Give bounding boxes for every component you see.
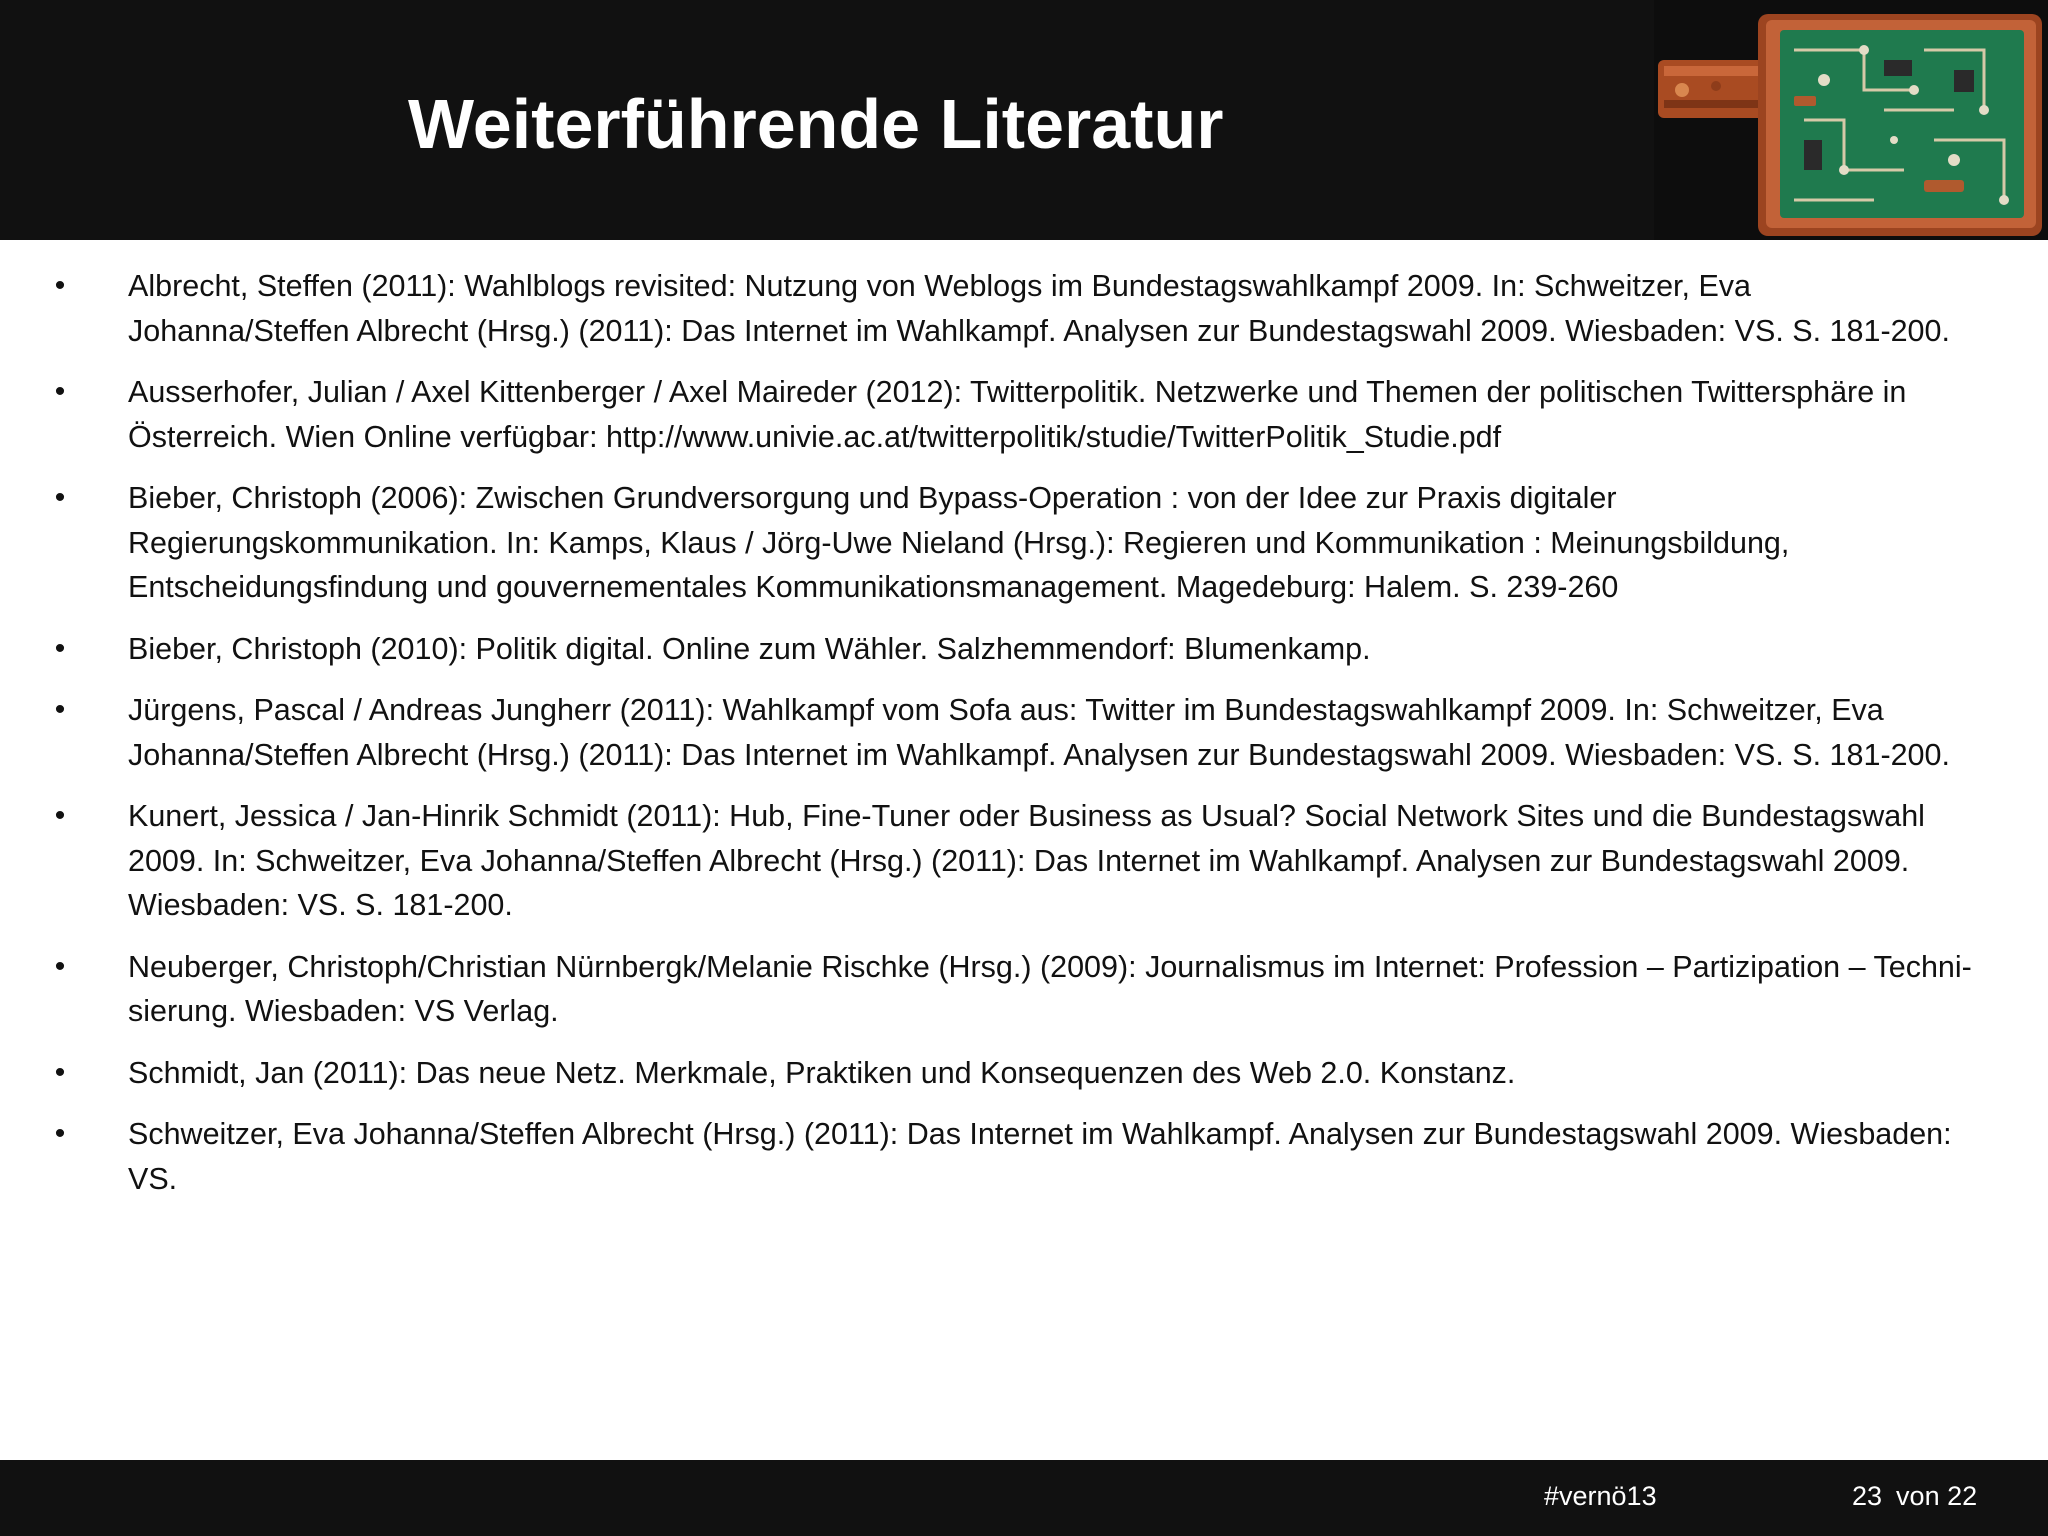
list-item <box>0 627 2048 672</box>
footer-hashtag: #vernö13 <box>1544 1481 1657 1511</box>
header-bar <box>0 0 2048 240</box>
list-item <box>0 794 2048 928</box>
list-item <box>0 476 2048 610</box>
bullet-icon: • <box>54 481 66 514</box>
reference-text: Jürgens, Pascal / Andreas Jungherr (2011): Wahlkampf vom Sofa aus: Twitter im Bundestagswahlkampf 2009. In: Schweitzer, Eva Johanna/Steffen Albrecht (Hrsg.) (2011): Das Internet im Wahlkampf. Analysen zur Bundestagswahl 2009. Wiesbaden: VS. S. 181-200. <box>128 693 1950 772</box>
page-indicator <box>1852 1478 1977 1514</box>
reference-text: Bieber, Christoph (2010): Politik digital. Online zum Wähler. Salzhemmendorf: Blumenkamp. <box>128 631 1371 666</box>
page-current: 23 <box>1852 1481 1883 1511</box>
circuit-board-image <box>1654 0 2048 240</box>
page-total: 22 <box>1947 1481 1978 1511</box>
reference-text: Schweitzer, Eva Johanna/Steffen Albrecht (Hrsg.) (2011): Das Internet im Wahlkampf. Analysen zur Bundestagswahl 2009. Wiesbaden: VS. <box>128 1117 1952 1196</box>
reference-text: Neuberger, Christoph/Christian Nürnbergk/Melanie Rischke (Hrsg.) (2009): Journalismus im Internet: Profession – Partizipation – Techni-sierung. Wiesbaden: VS Verlag. <box>128 949 1972 1028</box>
page-separator: von <box>1896 1481 1940 1511</box>
bullet-icon: • <box>54 375 66 408</box>
list-item <box>0 945 2048 1034</box>
reference-text: Kunert, Jessica / Jan-Hinrik Schmidt (2011): Hub, Fine-Tuner oder Business as Usual? Social Network Sites und die Bundestagswahl 2009. In: Schweitzer, Eva Johanna/Steffen Albrecht (Hrsg.) (2011): Das Internet im Wahlkampf. Analysen zur Bundestagswahl 2009. Wiesbaden: VS. S. 181-200. <box>128 799 1925 922</box>
bullet-icon: • <box>54 799 66 832</box>
list-item <box>0 1051 2048 1096</box>
bullet-icon: • <box>54 269 66 302</box>
reference-text: Schmidt, Jan (2011): Das neue Netz. Merkmale, Praktiken und Konsequenzen des Web 2.0. Konstanz. <box>128 1055 1516 1090</box>
bullet-icon: • <box>54 949 66 983</box>
list-item <box>0 370 2048 459</box>
slide-title: Weiterführende Literatur <box>408 85 1224 163</box>
bullet-icon: • <box>54 693 66 726</box>
bullet-icon: • <box>54 1117 66 1150</box>
list-item <box>0 264 2048 353</box>
bullet-icon: • <box>54 631 66 665</box>
reference-text: Ausserhofer, Julian / Axel Kittenberger / Axel Maireder (2012): Twitterpolitik. Netzwerke und Themen der politischen Twittersphäre in Österreich. Wien Online verfügbar: http://www.univie.ac.at/twitterpolitik/studie/TwitterPolitik_Studie.pdf <box>128 375 1907 454</box>
footer-bar <box>0 1460 2048 1536</box>
list-item <box>0 688 2048 777</box>
reference-text: Bieber, Christoph (2006): Zwischen Grundversorgung und Bypass-Operation : von der Idee zur Praxis digitaler Regierungskommunikation. In: Kamps, Klaus / Jörg-Uwe Nieland (Hrsg.): Regieren und Kommunikation : Meinungsbildung, Entscheidungsfindung und gouvernementales Kommunikationsmanagement. Magedeburg: Halem. S. 239-260 <box>128 481 1790 604</box>
literature-content <box>0 264 2048 1218</box>
literature-list <box>0 264 2048 1201</box>
reference-text: Albrecht, Steffen (2011): Wahlblogs revisited: Nutzung von Weblogs im Bundestagswahlkampf 2009. In: Schweitzer, Eva Johanna/Steffen Albrecht (Hrsg.) (2011): Das Internet im Wahlkampf. Analysen zur Bundestagswahl 2009. Wiesbaden: VS. S. 181-200. <box>128 269 1950 348</box>
list-item <box>0 1112 2048 1201</box>
bullet-icon: • <box>54 1055 66 1089</box>
